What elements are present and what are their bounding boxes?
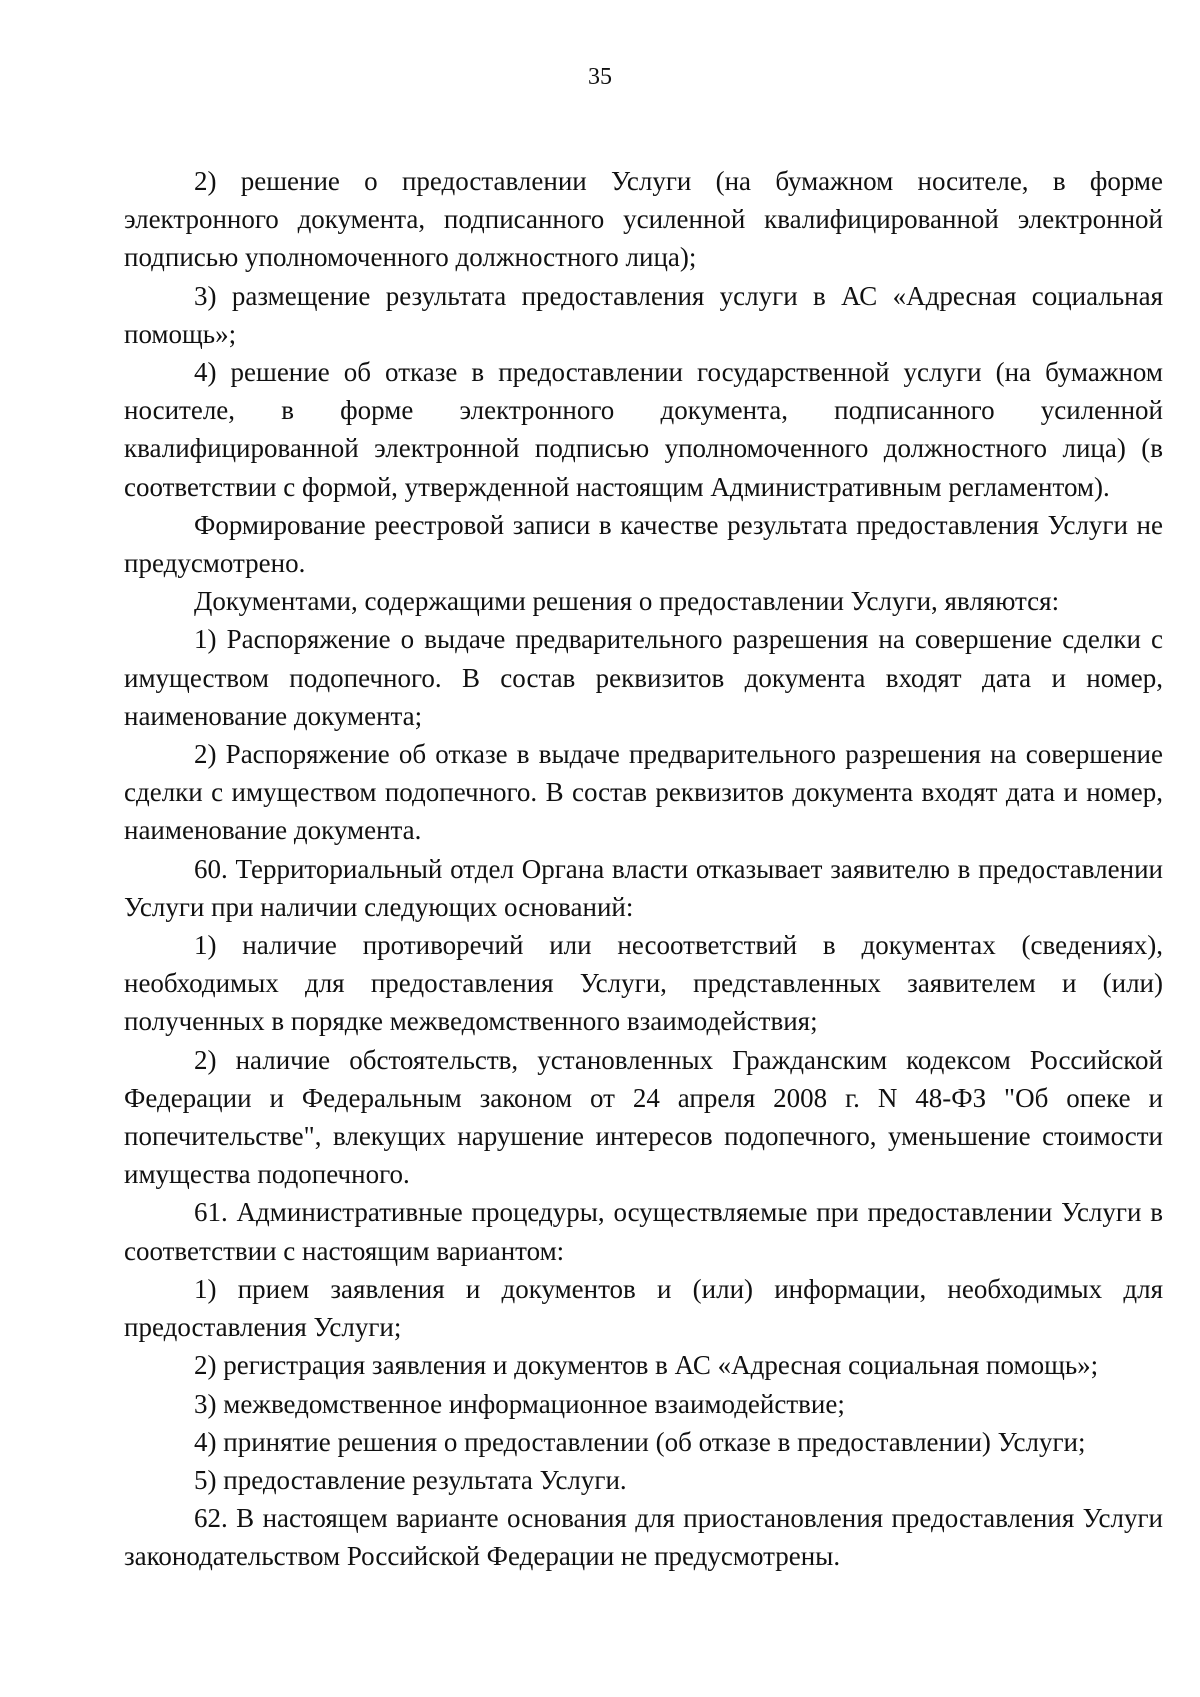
paragraph-procedure-1: 1) прием заявления и документов и (или) информации, необходимых для предоставления Услуги; — [124, 1273, 1163, 1343]
paragraph-procedure-3: 3) межведомственное информационное взаимодействие; — [194, 1388, 845, 1419]
document-body — [124, 162, 1163, 1576]
page-number: 35 — [588, 64, 612, 90]
paragraph-registry-record: Формирование реестровой записи в качестве результата предоставления Услуги не предусмотрено. — [124, 509, 1163, 579]
paragraph-decision-documents-intro: Документами, содержащими решения о предоставлении Услуги, являются: — [194, 586, 1060, 617]
paragraph-refusal-ground-2: 2) наличие обстоятельств, установленных Гражданским кодексом Российской Федерации и Федеральным законом от 24 апреля 2008 г. N 48-ФЗ "Об опеке и попечительстве", влекущих нарушение интересов подопечного, уменьшение стоимости имущества подопечного. — [124, 1044, 1163, 1190]
paragraph-clause-62: 62. В настоящем варианте основания для приостановления предоставления Услуги законодательством Российской Федерации не предусмотрены. — [124, 1503, 1163, 1572]
paragraph-order-permission: 1) Распоряжение о выдаче предварительного разрешения на совершение сделки с имуществом подопечного. В состав реквизитов документа входят дата и номер, наименование документа; — [124, 624, 1163, 731]
paragraph-procedure-5: 5) предоставление результата Услуги. — [194, 1464, 627, 1495]
paragraph-result-refusal-decision: 4) решение об отказе в предоставлении государственной услуги (на бумажном носителе, в форме электронного документа, подписанного усиленной квалифицированной электронной подписью уполномоченного должностного лица) (в соответствии с формой, утвержденной настоящим Административным регламентом). — [124, 357, 1163, 502]
paragraph-refusal-ground-1: 1) наличие противоречий или несоответствий в документах (сведениях), необходимых для предоставления Услуги, представленных заявителем и (или) полученных в порядке межведомственного взаимодействия; — [124, 930, 1163, 1037]
paragraph-clause-60: 60. Территориальный отдел Органа власти отказывает заявителю в предоставлении Услуги при наличии следующих оснований: — [124, 853, 1163, 922]
paragraph-result-decision-paper: 2) решение о предоставлении Услуги (на бумажном носителе, в форме электронного документа, подписанного усиленной квалифицированной электронной подписью уполномоченного должностного лица); — [124, 166, 1163, 273]
paragraph-procedure-4: 4) принятие решения о предоставлении (об отказе в предоставлении) Услуги; — [194, 1426, 1086, 1457]
paragraph-result-placement-as: 3) размещение результата предоставления услуги в АС «Адресная социальная помощь»; — [124, 280, 1163, 349]
paragraph-order-refusal: 2) Распоряжение об отказе в выдаче предварительного разрешения на совершение сделки с имуществом подопечного. В состав реквизитов документа входят дата и номер, наименование документа. — [124, 739, 1163, 846]
paragraph-clause-61: 61. Административные процедуры, осуществляемые при предоставлении Услуги в соответствии с настоящим вариантом: — [124, 1197, 1163, 1266]
paragraph-procedure-2: 2) регистрация заявления и документов в АС «Адресная социальная помощь»; — [194, 1350, 1099, 1381]
